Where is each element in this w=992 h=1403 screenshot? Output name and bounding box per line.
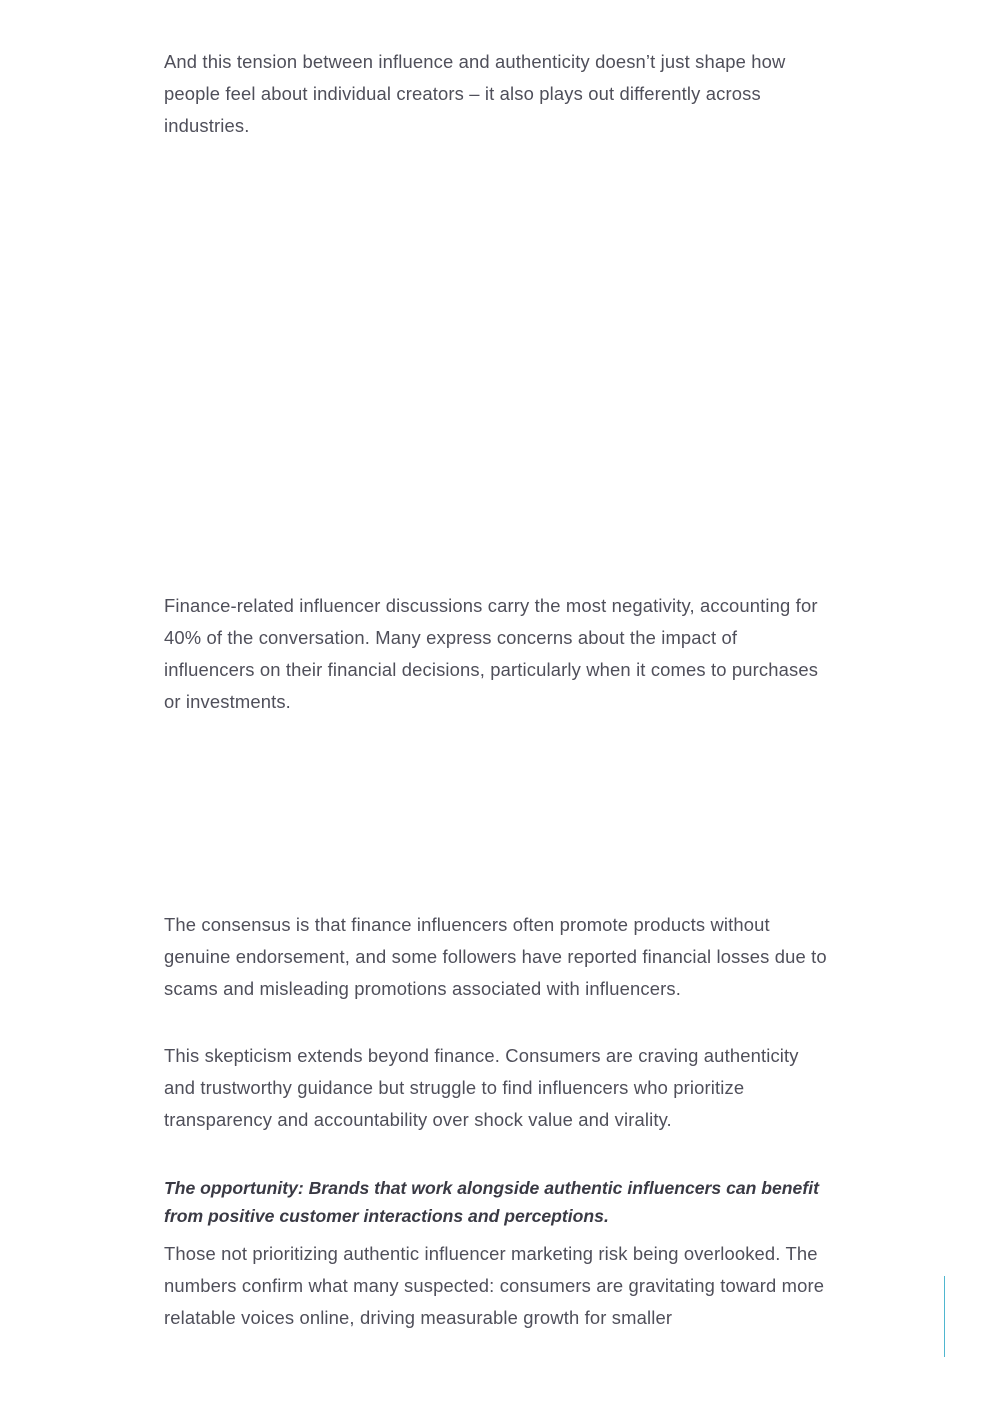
- closing-paragraph: Those not prioritizing authentic influencer marketing risk being overlooked. The numbers confirm what many suspected: consumers are gravitating toward more relatable voices online, driving measurable growth for smaller: [164, 1243, 825, 1328]
- opportunity-callout: The opportunity: Brands that work alongside authentic influencers can benefit from positive customer interactions and perceptions.: [164, 1178, 819, 1226]
- accent-rule: [944, 1276, 945, 1357]
- intro-paragraph: And this tension between influence and authenticity doesn’t just shape how people feel about individual creators – it also plays out differently across industries.: [164, 51, 786, 136]
- skepticism-paragraph: This skepticism extends beyond finance. Consumers are craving authenticity and trustworthy guidance but struggle to find influencers who prioritize transparency and accountability over shock value and virality.: [164, 1045, 799, 1130]
- embedded-media-placeholder-2: [164, 730, 832, 900]
- consensus-paragraph: The consensus is that finance influencers often promote products without genuine endorsement, and some followers have reported financial losses due to scams and misleading promotions associated with influencers.: [164, 914, 827, 999]
- finance-negativity-paragraph: Finance-related influencer discussions carry the most negativity, accounting for 40% of the conversation. Many express concerns about the impact of influencers on their financial decisions, particularly when it comes to purchases or investments.: [164, 595, 819, 712]
- embedded-media-placeholder: [164, 160, 832, 580]
